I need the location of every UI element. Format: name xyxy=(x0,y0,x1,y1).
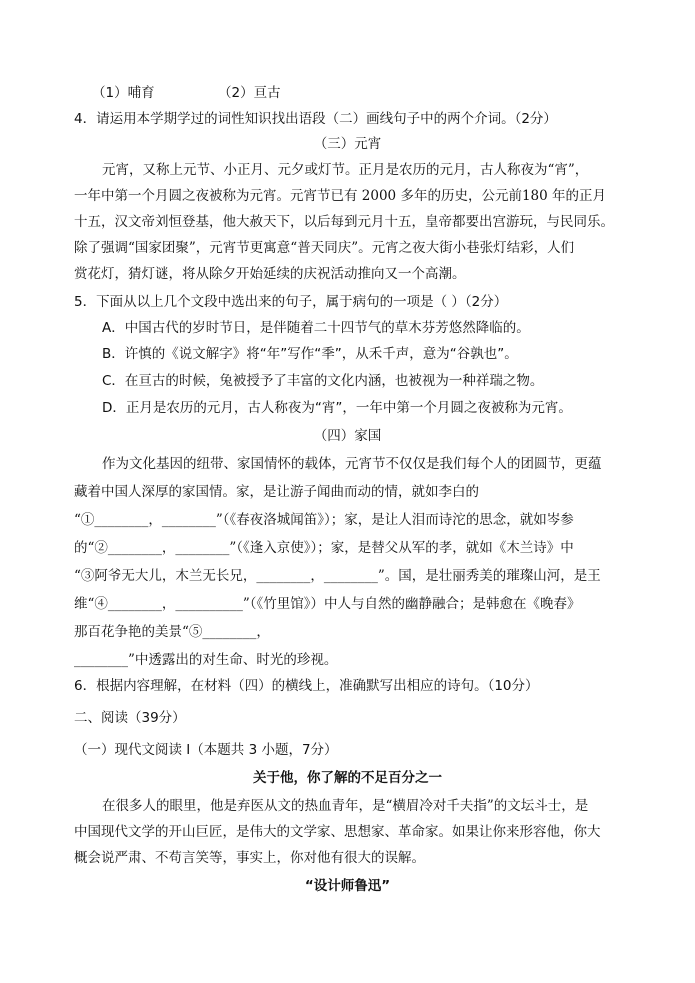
section-4-line-7: 那百花争艳的美景“⑤________， xyxy=(74,624,270,640)
question-5-option-c: C．在亘古的时候，兔被授予了丰富的文化内涵，也被视为一种祥瑞之物。 xyxy=(102,373,544,389)
section-4-line-3: “①________，________”（《春夜洛城闻笛》）；家，是让人泪而诗沱的思念，就如岑参 xyxy=(74,512,574,528)
section-3-title: （三）元宵 xyxy=(313,136,382,152)
section-3-line-4: 除了强调“国家团聚”，元宵节更寓意“普天同庆”。元宵之夜大街小巷张灯结彩，人们 xyxy=(74,240,575,256)
article-line-1: 在很多人的眼里，他是弃医从文的热血青年，是“横眉冷对千夫指”的文坛斗士，是 xyxy=(102,798,589,814)
section-4-line-1: 作为文化基因的纽带、家国情怀的载体，元宵节不仅仅是我们每个人的团圆节，更蕴 xyxy=(102,456,602,472)
article-line-3: 概会说严肃、不苟言笑等，事实上，你对他有很大的误解。 xyxy=(74,850,425,866)
part-2-subheading: （一）现代文阅读 I（本题共 3 小题，7分） xyxy=(74,742,338,758)
section-4-title: （四）家国 xyxy=(313,428,382,444)
section-4-line-6: 维“④________，__________”（《竹里馆》）中人与自然的幽静融合；是韩愈在《晚春》 xyxy=(74,596,581,612)
section-4-line-4: 的“②________，________”（《逢入京使》）；家，是替父从军的孝，就如《木兰诗》中 xyxy=(74,540,574,556)
question-5-option-a: A．中国古代的岁时节日，是伴随着二十四节气的草木芬芳悠然降临的。 xyxy=(102,320,530,336)
vocab-item-1: （1）哺育 xyxy=(92,85,155,101)
article-line-2: 中国现代文学的开山巨匠，是伟大的文学家、思想家、革命家。如果让你来形容他，你大 xyxy=(74,824,601,840)
article-title: 关于他，你了解的不足百分之一 xyxy=(253,770,442,786)
section-4-line-2: 藏着中国人深厚的家国情。家，是让游子闻曲而动的情，就如李白的 xyxy=(74,484,479,500)
section-4-line-5: “③阿爷无大儿，木兰无长兄，________，________”。国，是壮丽秀美的璀璨山河，是王 xyxy=(74,568,601,584)
question-5-stem: 5．下面从以上几个文段中选出来的句子，属于病句的一项是（ ）（2分） xyxy=(74,294,508,310)
part-2-heading: 二、阅读（39分） xyxy=(74,710,186,726)
question-5-option-b: B．许慎的《说文解字》将“年”写作“秊”，从禾千声，意为“谷孰也”。 xyxy=(102,346,518,362)
section-3-line-1: 元宵，又称上元节、小正月、元夕或灯节。正月是农历的元月，古人称夜为“宵”， xyxy=(102,162,589,178)
question-5-option-d: D．正月是农历的元月，古人称夜为“宵”，一年中第一个月圆之夜被称为元宵。 xyxy=(102,400,572,416)
section-3-line-3: 十五，汉文帝刘恒登基，他大赦天下，以后每到元月十五，皇帝都要出宫游玩，与民同乐。 xyxy=(74,214,614,230)
vocab-item-2: （2）亘古 xyxy=(218,85,281,101)
section-4-line-8: ________”中透露出的对生命、时光的珍视。 xyxy=(74,652,338,668)
section-3-line-2: 一年中第一个月圆之夜被称为元宵。元宵节已有 2000 多年的历史，公元前180 年的正月 xyxy=(74,188,606,204)
article-subtitle: “设计师鲁迅” xyxy=(304,878,391,894)
section-3-line-5: 赏花灯，猜灯谜，将从除夕开始延续的庆祝活动推向又一个高潮。 xyxy=(74,266,466,282)
question-4: 4．请运用本学期学过的词性知识找出语段（二）画线句子中的两个介词。（2分） xyxy=(74,111,557,127)
question-6: 6．根据内容理解，在材料（四）的横线上，准确默写出相应的诗句。（10分） xyxy=(74,678,539,694)
